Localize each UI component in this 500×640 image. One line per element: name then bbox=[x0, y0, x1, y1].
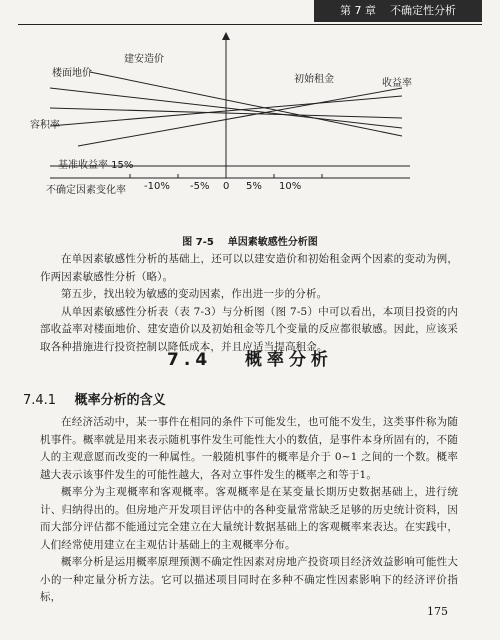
subsection-title: 概率分析的含义 bbox=[74, 393, 166, 408]
x-tick-label: 10% bbox=[279, 181, 302, 192]
section-number: 7.4 bbox=[167, 350, 213, 370]
running-header bbox=[314, 0, 482, 22]
series-label-construction-cost: 建安造价 bbox=[124, 54, 164, 65]
x-tick-label: -10% bbox=[144, 181, 170, 192]
sensitivity-figure bbox=[30, 30, 470, 248]
paragraph: 概率分为主观概率和客观概率。客观概率是在某变量长期历史数据基础上，进行统计、归纳得出的。但房地产开发项目评估中的各种变量常常缺乏足够的历史统计资料，因而大部分评估都不能通过完全建立在大量统计数据基础上的客观概率来表达。在实践中，人们经常使用建立在主观估计基础上的主观概率分布。 bbox=[40, 486, 458, 551]
chapter-number: 第 7 章 bbox=[340, 4, 376, 17]
x-ticks bbox=[130, 174, 322, 178]
page-header bbox=[18, 0, 482, 25]
series-label-yield: 收益率 bbox=[382, 78, 412, 89]
section-title: 概率分析 bbox=[244, 350, 333, 370]
x-tick-label: 0 bbox=[223, 181, 230, 192]
series-label-initial-rent: 初始租金 bbox=[294, 74, 334, 85]
sensitivity-chart bbox=[30, 30, 470, 230]
paragraph: 在经济活动中，某一事件在相同的条件下可能发生，也可能不发生，这类事件称为随机事件。概率就是用来表示随机事件发生可能性大小的数值，是事件本身所固有的，不随人的主观意愿而改变的一种属性。一般随机事件的概率是介于 0~1 之间的一个数。概率越大表示该事件发生的可能性越大，各对立事件发生的概率之和等于1。 bbox=[40, 416, 458, 481]
series-label-plot-ratio: 容积率 bbox=[30, 120, 60, 131]
figure-caption-title: 单因素敏感性分析图 bbox=[227, 237, 318, 248]
series-label-land-price: 楼面地价 bbox=[52, 68, 92, 79]
probability-text bbox=[40, 414, 458, 607]
x-tick-label: -5% bbox=[190, 181, 210, 192]
page-number: 175 bbox=[427, 605, 448, 618]
analysis-text bbox=[40, 251, 458, 356]
chapter-title: 不确定性分析 bbox=[390, 4, 456, 17]
paragraph: 在单因素敏感性分析的基础上，还可以以建安造价和初始租金两个因素的变动为例，作两因素敏感性分析（略）。 bbox=[40, 253, 458, 283]
line-land-price bbox=[90, 72, 402, 136]
paragraph: 第五步，找出较为敏感的变动因素，作出进一步的分析。 bbox=[61, 288, 328, 300]
paragraph: 概率分析是运用概率原理预测不确定性因素对房地产投资项目经济效益影响可能性大小的一种定量分析方法。它可以描述项目同时在多种不确定性因素影响下的经济评价指标， bbox=[40, 556, 458, 603]
figure-caption-number: 图 7-5 bbox=[182, 237, 214, 248]
x-tick-label: 5% bbox=[246, 181, 262, 192]
paragraph: 从单因素敏感性分析表（表 7-3）与分析图（图 7-5）中可以看出，本项目投资的内部收益率对楼面地价、建安造价以及初始租金等几个变量的反应都很敏感。因此，应该采取各种措施进行投资控制以降低成本，并且应适当提高租金。 bbox=[40, 305, 458, 353]
subsection-heading bbox=[23, 389, 166, 408]
baseline-label: 基准收益率 15% bbox=[58, 160, 134, 171]
section-heading bbox=[0, 345, 500, 370]
figure-caption bbox=[30, 233, 470, 248]
y-axis-arrow bbox=[222, 32, 230, 40]
x-axis-label: 不确定因素变化率 bbox=[46, 185, 126, 196]
subsection-number: 7.4.1 bbox=[23, 393, 57, 408]
